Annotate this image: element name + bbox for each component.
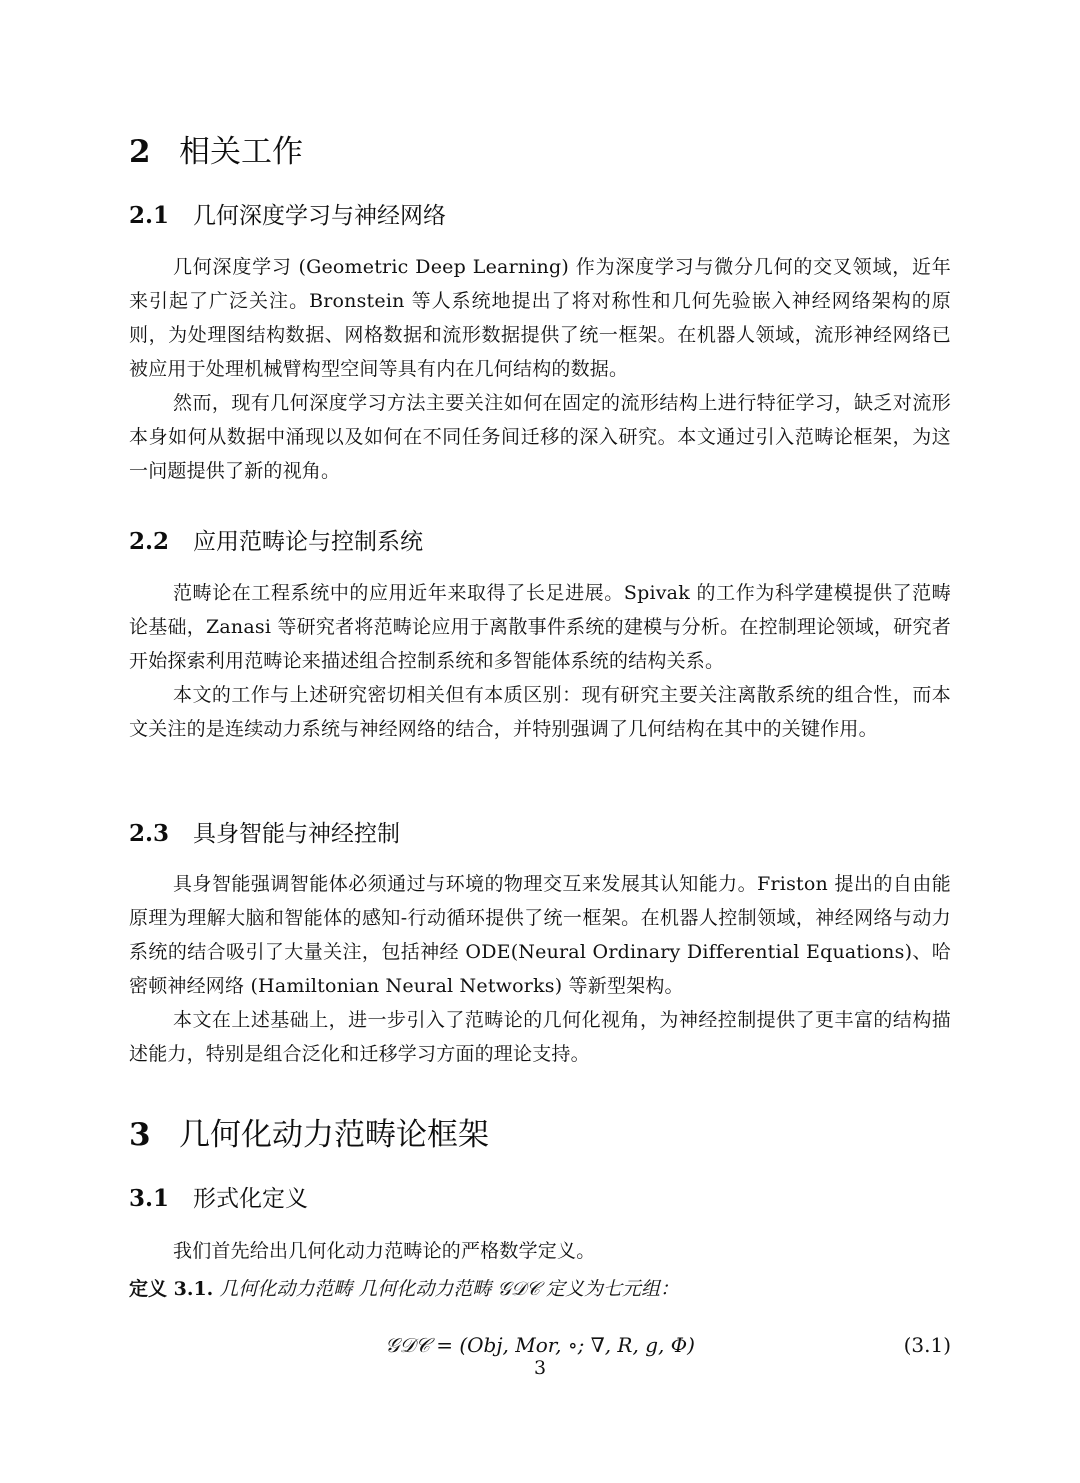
- subsection-number: 2.3: [129, 820, 170, 847]
- paragraph-2-3-2: 本文在上述基础上，进一步引入了范畴论的几何化视角，为神经控制提供了更丰富的结构描述能力，特别是组合泛化和迁移学习方面的理论支持。: [129, 1009, 951, 1065]
- subsection-3-1-heading: [129, 1183, 308, 1215]
- subsection-title: 具身智能与神经控制: [193, 821, 400, 847]
- paragraph-2-1-2: 然而，现有几何深度学习方法主要关注如何在固定的流形结构上进行特征学习，缺乏对流形本身如何从数据中涌现以及如何在不同任务间迁移的深入研究。本文通过引入范畴论框架，为这一问题提供了新的视角。: [129, 392, 951, 482]
- paragraph-3-1-1: 我们首先给出几何化动力范畴论的严格数学定义。: [173, 1240, 596, 1262]
- equation-number: (3.1): [903, 1333, 951, 1357]
- paragraph-2-1-1: 几何深度学习 (Geometric Deep Learning) 作为深度学习与微分几何的交叉领域，近年来引起了广泛关注。Bronstein 等人系统地提出了将对称性和几何先验嵌入神经网络架构的原则，为处理图结构数据、网格数据和流形数据提供了统一框架。在机器人领域，流形神经网络已被应用于处理机械臂构型空间等具有内在几何结构的数据。: [129, 256, 951, 380]
- section-number: 2: [129, 134, 151, 170]
- subsection-2-1-heading: [129, 200, 446, 232]
- equation-formula: 𝒢𝒟𝒞 = (Obj, Mor, ∘; ∇, R, g, Φ): [385, 1333, 695, 1357]
- paragraph-2-2-1: 范畴论在工程系统中的应用近年来取得了长足进展。Spivak 的工作为科学建模提供了范畴论基础，Zanasi 等研究者将范畴论应用于离散事件系统的建模与分析。在控制理论领域，研究者开始探索利用范畴论来描述组合控制系统和多智能体系统的结构关系。: [129, 582, 951, 672]
- section-3-heading: [129, 1115, 489, 1155]
- page-number: 3: [533, 1357, 547, 1379]
- subsection-2-2-heading: [129, 526, 423, 558]
- subsection-title: 应用范畴论与控制系统: [193, 529, 423, 555]
- section-number: 3: [129, 1117, 151, 1153]
- subsection-title: 几何深度学习与神经网络: [193, 203, 446, 229]
- definition-3-1: [129, 1272, 951, 1306]
- subsection-number: 2.1: [129, 202, 170, 229]
- subsection-number: 2.2: [129, 528, 170, 555]
- section-2-heading: [129, 132, 303, 172]
- paragraph-2-2-2: 本文的工作与上述研究密切相关但有本质区别：现有研究主要关注离散系统的组合性，而本文关注的是连续动力系统与神经网络的结合，并特别强调了几何结构在其中的关键作用。: [129, 684, 951, 740]
- subsection-number: 3.1: [129, 1185, 170, 1212]
- subsection-title: 形式化定义: [193, 1186, 308, 1212]
- subsection-2-3-heading: [129, 818, 400, 850]
- paragraph-2-3-1: 具身智能强调智能体必须通过与环境的物理交互来发展其认知能力。Friston 提出的自由能原理为理解大脑和智能体的感知-行动循环提供了统一框架。在机器人控制领域，神经网络与动力系统的结合吸引了大量关注，包括神经 ODE(Neural Ordinary Differential Equations)、哈密顿神经网络 (Hamiltonian Neural Networks) 等新型架构。: [129, 873, 951, 997]
- section-title: 相关工作: [179, 134, 303, 170]
- definition-label: 定义 3.1.: [129, 1278, 214, 1300]
- definition-body: 几何化动力范畴 几何化动力范畴 𝒢𝒟𝒞 定义为七元组：: [219, 1278, 680, 1300]
- section-title: 几何化动力范畴论框架: [179, 1117, 489, 1153]
